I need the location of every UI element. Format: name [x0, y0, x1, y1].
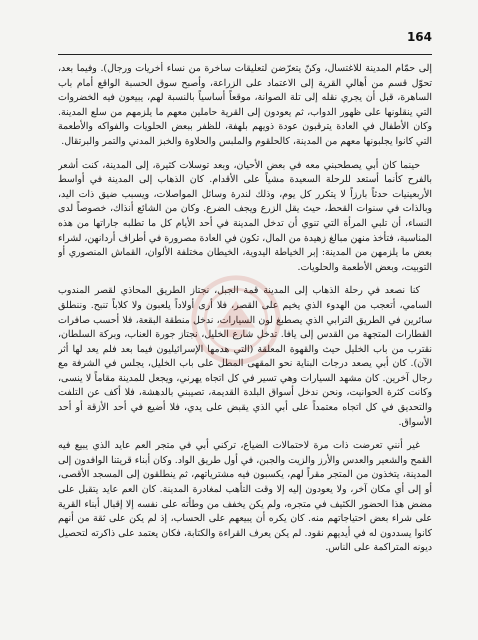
paragraph-4: غير أنني تعرضت ذات مرة لاحتمالات الضياع، تركني أبي في متجر العم عايد الذي يبيع فيه القمح والشعير والعدس والأرز والزيت والجبن، في أول طريق الواد. وكان أبناء قريتنا الوافدون إلى المدينة، يتخذون من المتجر مقراً لهم، يكسبون فيه مشترياتهم، ثم ينطلقون إلى المسجد الأقصى، أو إلى أي مكان آخر، ولا يعودون إليه إلا وقت التأهب لمغادرة المدينة. كان العم عايد يتقبل على مضض هذا الحضور الكثيف في متجره، ولم يكن يخفف من وطأته على نفسه إلا إقبال أبناء القرية على شراء بعض احتياجاتهم منه. كان يكره أن يبيعهم على الحساب، إذ لم يكن على ثقة من أنهم كانوا يسددون له في أيديهم نقود. لم يكن يعرف القراءة والكتابة، فكان يعتمد على ذاكرته لتحصيل ديونه المتراكمة على الناس.	[58, 440, 432, 554]
paragraph-1: إلى حمّام المدينة للاغتسال، وكنّ يتعرّضن لتعليقات ساخرة من نساء أخريات ورجال). وفيما بعد، تحوّل قسم من أهالي القرية إلى الاعتماد على الزراعة، وأصبح سوق الحسبة الواقع أمام باب الساهرة، قبل أن يجري نقله إلى تلة الصوانة، موقعاً أساسياً بالنسبة لهم، يبيعون فيه الخضروات التي ينقلونها على ظهور الدواب، ثم يعودون إلى القرية حاملين معهم ما يلزمهم من سلع المدينة. وكان الأطفال في العادة يترقبون عودة ذويهم بلهفة، للظفر ببعض الحلويات والفواكه والأطعمة التي كانوا يجلبونها معهم من المدينة، كالحلقوم والملبس والحلاوة والخبز المدني والتمر والبرتقال.	[58, 63, 432, 147]
page-body	[58, 62, 432, 622]
paragraph-3: كنا نصعد في رحلة الذهاب إلى المدينة قمة الجبل، نجتاز الطريق المحاذي لقصر المندوب السامي، أتعجب من الهدوء الذي يخيم على القصر، فلا أرى أولاداً يلعبون ولا كلاباً تنبح. وننطلق سائرين في الطريق الترابي الذي يصطبغ لون السيارات، ندخل منطقة البقعة، فلا أحسب صافرات القطارات المتجهة من القدس إلى يافا. تدخل شارع الخليل، نجتاز جورة العناب، وبركة السلطان، نقترب من باب الخليل حيث والقهوة المعلقة (التي هدمها الإسرائيليون فيما بعد فلم يعد لها أثر الآن). كان أبي يصعد درجات البناية نحو المقهى المطل على باب الخليل، يجلس في الشرفة مع رجال آخرين. كان مشهد السيارات وهي تسير في كل اتجاه يهرني، ويجعل للمدينة مقاماً لا ينسى، وكانت كثرة الحوانيت، ونحن ندخل أسواق البلدة القديمة، تصيبني بالدهشة، فلا أكف عن التلفت والتحديق في كل اتجاه معتمداً على أبي الذي يقبض على يدي، فلا أضيع في أحد الأزقة أو أحد الأسواق.	[58, 285, 432, 428]
paragraph-2: حينما كان أبي يصطحبني معه في بعض الأحيان، وبعد توسلات كثيرة، إلى المدينة، كنت أشعر بالفرح كأنما أستعد للرحلة السعيدة مشياً على الأقدام. كان الذهاب إلى المدينة في أواسط الأربعينيات حدثاً بارزاً لا يتكرر كل يوم، وذلك لندرة وسائل المواصلات، ويسبب ضيق ذات اليد، وبالذات في سنوات القحط، حيث يقل الزرع ويجف الضرع. وكان من الشائع أنذاك، خصوصاً لدى النساء، أن تلبي المرأة التي تنوي أن تدخل المدينة في أحد الأيام كل ما تطلبه جاراتها من هذه المناسبة، فتأخذ منهن مبالغ زهيدة من المال، تكون في العادة مصرورة في أطراف أردانهن، لشراء بعض ما يلزمهن من المدينة: إبر الخياطة اليدوية، الخيطان مختلفة الألوان، القماش المنصوري أو التوبيت، وبعض الأطعمة والحلويات.	[58, 159, 432, 273]
page-number: 164	[406, 30, 432, 44]
page-header	[58, 26, 432, 55]
